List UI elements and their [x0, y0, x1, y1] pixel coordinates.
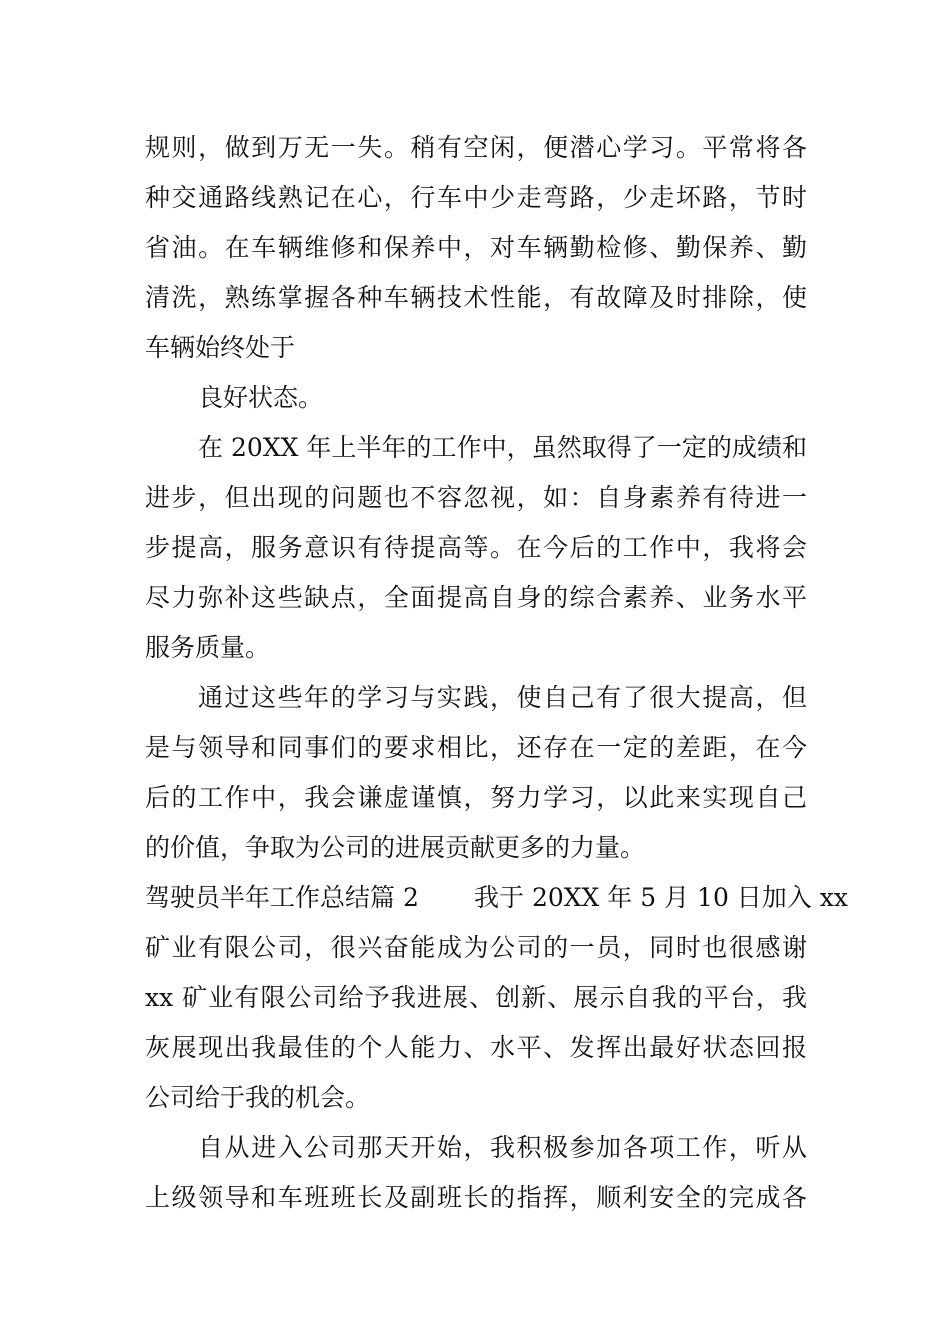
paragraph-line: 公司给于我的机会。 [145, 1083, 371, 1112]
paragraph-line: 步提高，服务意识有待提高等。在今后的工作中，我将会 [145, 533, 807, 562]
paragraph-line: 自从进入公司那天开始，我积极参加各项工作，听从 [198, 1133, 807, 1162]
paragraph-line: 的价值，争取为公司的进展贡献更多的力量。 [145, 833, 646, 862]
paragraph-line: 矿业有限公司，很兴奋能成为公司的一员，同时也很感谢 [145, 933, 807, 962]
paragraph-line: 后的工作中，我会谦虚谨慎，努力学习，以此来实现自己 [145, 783, 807, 812]
paragraph-line: 车辆始终处于 [145, 333, 296, 362]
paragraph-line: 服务质量。 [145, 633, 271, 662]
paragraph-line: 上级领导和车班班长及副班长的指挥，顺利安全的完成各 [145, 1183, 807, 1212]
paragraph-line: 种交通路线熟记在心，行车中少走弯路，少走坏路，节时 [145, 183, 807, 212]
paragraph-line: 灰展现出我最佳的个人能力、水平、发挥出最好状态回报 [145, 1033, 807, 1062]
paragraph-line: 清洗，熟练掌握各种车辆技术性能，有故障及时排除，使 [145, 283, 807, 312]
paragraph-line: 是与领导和同事们的要求相比，还存在一定的差距，在今 [145, 733, 807, 762]
section-heading-line [145, 880, 848, 916]
paragraph-line: xx 矿业有限公司给予我进展、创新、展示自我的平台，我 [145, 983, 807, 1012]
section-title: 驾驶员半年工作总结篇 2 [145, 883, 419, 912]
paragraph-line: 规则，做到万无一失。稍有空闲，便潜心学习。平常将各 [145, 133, 807, 162]
paragraph-line: 省油。在车辆维修和保养中，对车辆勤检修、勤保养、勤 [145, 233, 807, 262]
paragraph-line: 尽力弥补这些缺点，全面提高自身的综合素养、业务水平 [145, 583, 807, 612]
paragraph-line: 进步，但出现的问题也不容忽视，如：自身素养有待进一 [145, 483, 807, 512]
paragraph-line: 我于 20XX 年 5 月 10 日加入 xx [474, 883, 848, 912]
paragraph-line: 良好状态。 [198, 383, 324, 412]
paragraph-line: 在 20XX 年上半年的工作中，虽然取得了一定的成绩和 [198, 433, 807, 462]
paragraph-line: 通过这些年的学习与实践，使自己有了很大提高，但 [198, 683, 807, 712]
